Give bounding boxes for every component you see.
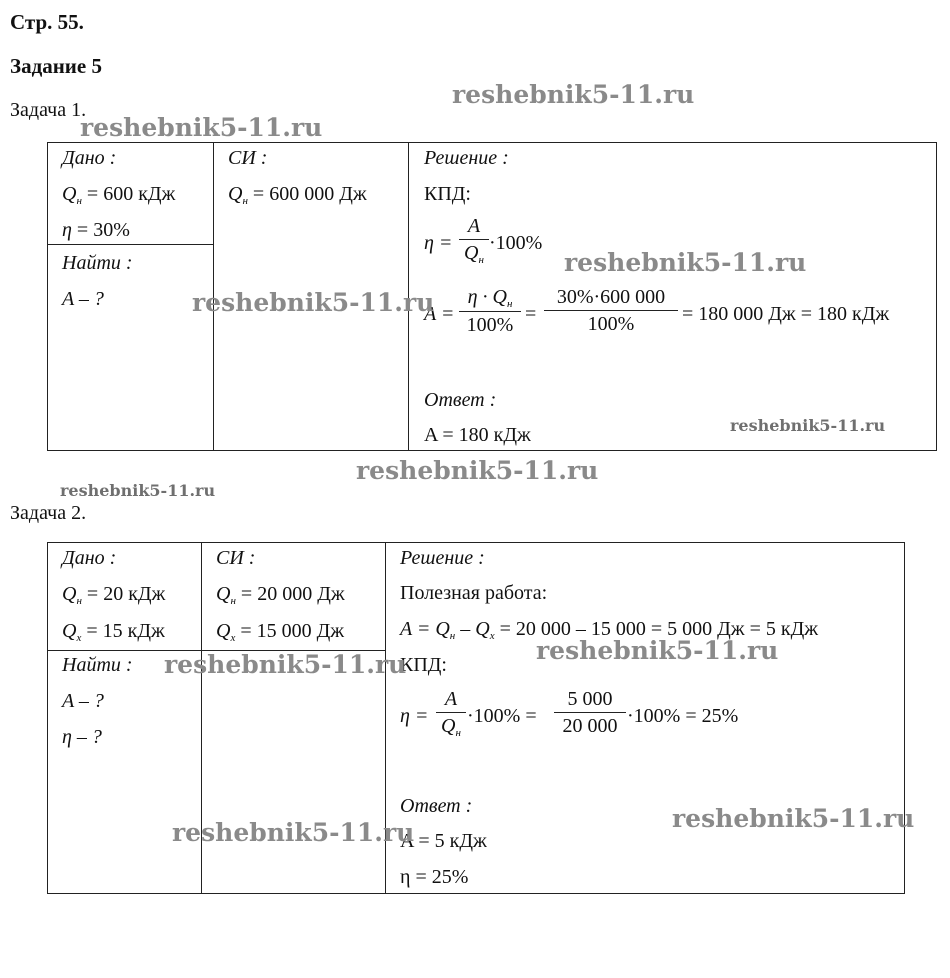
task1-answer-label: Ответ : xyxy=(424,389,497,411)
watermark: reshebnik5-11.ru xyxy=(60,481,216,500)
task2-find-eta: η – ? xyxy=(62,726,102,748)
task2-answer-eta: η = 25% xyxy=(400,866,469,888)
task1-f2-lhs: A = xyxy=(424,303,455,325)
watermark: reshebnik5-11.ru xyxy=(536,636,779,665)
task1-find-a: A – ? xyxy=(62,288,104,310)
task2-f-lhs: η = xyxy=(400,705,429,727)
task1-kpd: КПД: xyxy=(424,183,471,205)
task2-useful-work-label: Полезная работа: xyxy=(400,582,548,604)
task2-f-result: ·100% = 25% xyxy=(627,705,739,727)
task2-given-label: Дано : xyxy=(62,547,117,569)
watermark: reshebnik5-11.ru xyxy=(192,288,435,317)
task2-f-fraction2: $\frac{5 000}{20 000}$ xyxy=(554,688,626,738)
task1-si-label: СИ : xyxy=(228,147,268,169)
task2-solution-label: Решение : xyxy=(400,547,485,569)
task2-answer-a: A = 5 кДж xyxy=(400,830,487,852)
task2-given-qn: $Q_н = 20$ кДж xyxy=(62,583,166,607)
task1-f1-lhs: η = xyxy=(424,232,453,254)
task2-si-label: СИ : xyxy=(216,547,256,569)
task2-given-qx: $Q_х = 15$ кДж xyxy=(62,620,165,644)
watermark: reshebnik5-11.ru xyxy=(730,416,886,435)
task2-work-formula: $A = Q_н - Q_х = 20$ 000 – 15 000 = 5 000 Дж = 5 кДж xyxy=(400,618,819,642)
task2-si-qn: $Q_н = 20$ 000 Дж xyxy=(216,583,345,607)
task1-f1-rest: ·100% xyxy=(489,232,543,254)
watermark: reshebnik5-11.ru xyxy=(452,80,695,109)
watermark: reshebnik5-11.ru xyxy=(356,456,599,485)
watermark: reshebnik5-11.ru xyxy=(164,650,407,679)
task2-find-a: A – ? xyxy=(62,690,104,712)
task1-si-qn: $Q_н = 600$ 000 Дж xyxy=(228,183,367,207)
task-heading: Задание 5 xyxy=(10,54,102,78)
task1-given-eta: η = 30% xyxy=(62,219,130,241)
task2-kpd: КПД: xyxy=(400,654,447,676)
watermark: reshebnik5-11.ru xyxy=(172,818,415,847)
task1-f2-fraction2: $\frac{30\%\cdot 600 000}{100\%}$ xyxy=(544,286,678,336)
task2-f-mid: ·100% = xyxy=(467,705,537,727)
task1-f1-fraction: A $Q_н$ xyxy=(459,215,489,266)
watermark: reshebnik5-11.ru xyxy=(564,248,807,277)
task1-given-label: Дано : xyxy=(62,147,117,169)
task2-find-label: Найти : xyxy=(62,654,133,676)
task2-f-fraction1: A $Q_н$ xyxy=(436,688,466,739)
watermark: reshebnik5-11.ru xyxy=(80,113,323,142)
task1-find-label: Найти : xyxy=(62,252,133,274)
page-heading: Стр. 55. xyxy=(10,10,84,34)
task2-si-qx: $Q_х = 15$ 000 Дж xyxy=(216,620,345,644)
task1-answer: A = 180 кДж xyxy=(424,424,531,446)
task1-solution-label: Решение : xyxy=(424,147,509,169)
task2-label: Задача 2. xyxy=(10,502,87,524)
task1-given-qn: $Q_н = 600$ кДж xyxy=(62,183,176,207)
task1-label: Задача 1. xyxy=(10,99,87,121)
task1-f2-fraction1: $\eta \cdot Q_н$ 100% xyxy=(459,286,521,337)
task1-f2-result: = 180 000 Дж = 180 кДж xyxy=(682,303,890,325)
task1-f2-eq: = xyxy=(525,303,537,325)
watermark: reshebnik5-11.ru xyxy=(672,804,915,833)
task2-answer-label: Ответ : xyxy=(400,795,473,817)
